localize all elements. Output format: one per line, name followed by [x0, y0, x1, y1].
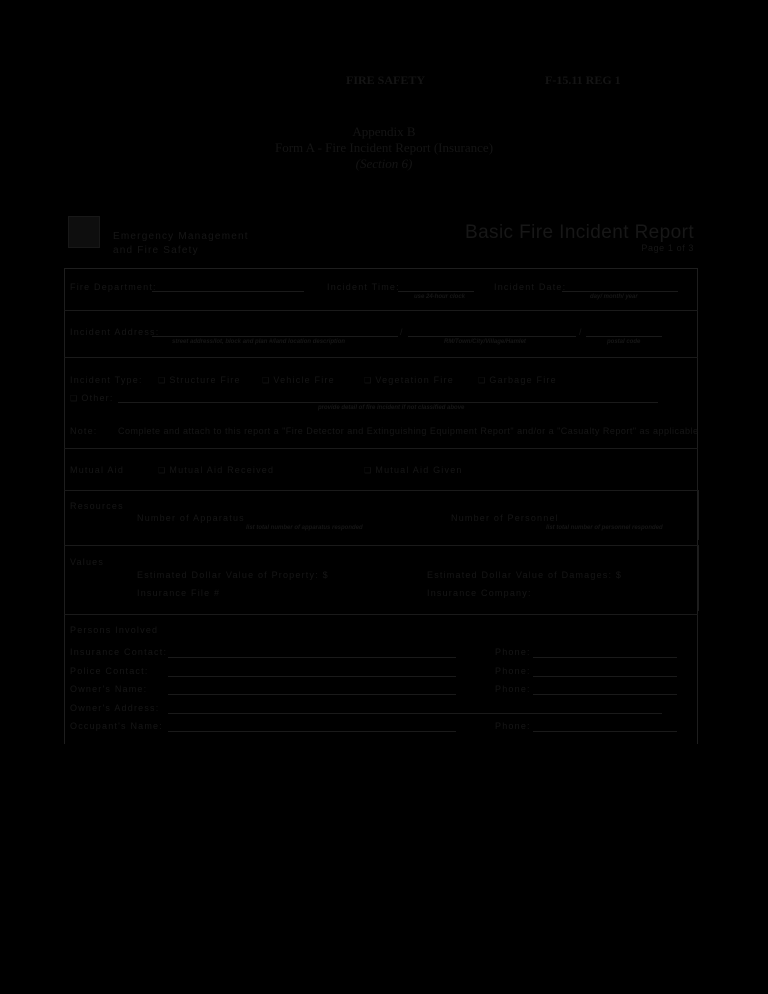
apparatus-label: Number of Apparatus — [137, 513, 245, 523]
incident-date-label: Incident Date: — [494, 282, 567, 292]
mutual-aid-label: Mutual Aid — [70, 465, 125, 475]
town-hint: RM/Town/City/Village/Hamlet — [444, 339, 526, 345]
address-separator: / — [400, 327, 404, 337]
section-title: FIRE SAFETY — [346, 73, 426, 87]
section-divider — [64, 357, 698, 358]
police-phone-field[interactable] — [533, 676, 677, 677]
police-contact-label: Police Contact: — [70, 666, 149, 676]
mutual-aid-received-checkbox[interactable]: ❑ Mutual Aid Received — [158, 465, 274, 475]
report-frame — [64, 268, 698, 744]
street-address-field[interactable] — [152, 336, 398, 337]
section-reference: (Section 6) — [355, 156, 413, 171]
property-value-label: Estimated Dollar Value of Property: $ — [137, 570, 329, 580]
incident-date-field[interactable] — [562, 291, 678, 292]
insurance-company-label: Insurance Company: — [427, 588, 532, 598]
resources-label: Resources — [70, 501, 124, 511]
fire-department-field[interactable] — [152, 291, 304, 292]
vehicle-fire-checkbox[interactable]: ❑ Vehicle Fire — [262, 375, 335, 385]
section-divider — [64, 614, 698, 615]
other-detail-field[interactable] — [118, 402, 658, 403]
owners-address-field[interactable] — [168, 713, 662, 714]
apparatus-hint: list total number of apparatus responded — [246, 525, 363, 531]
organization-logo — [68, 216, 100, 248]
occupant-phone-label: Phone: — [495, 721, 531, 731]
occupants-name-label: Occupant's Name: — [70, 721, 163, 731]
other-checkbox[interactable]: ❑ Other: — [70, 393, 114, 403]
other-detail-hint: provide detail of fire incident if not classified above — [318, 405, 465, 411]
insurance-phone-label: Phone: — [495, 647, 531, 657]
incident-address-label: Incident Address: — [70, 327, 160, 337]
postal-code-hint: postal code — [607, 339, 641, 345]
mutual-aid-given-checkbox[interactable]: ❑ Mutual Aid Given — [364, 465, 463, 475]
structure-fire-checkbox[interactable]: ❑ Structure Fire — [158, 375, 241, 385]
section-divider — [64, 448, 698, 449]
street-address-hint: street address/lot, block and plan #/land location description — [172, 339, 346, 345]
section-divider — [64, 545, 698, 546]
insurance-phone-field[interactable] — [533, 657, 677, 658]
persons-involved-label: Persons Involved — [70, 625, 159, 635]
section-divider — [64, 310, 698, 311]
garbage-fire-checkbox[interactable]: ❑ Garbage Fire — [478, 375, 557, 385]
police-phone-label: Phone: — [495, 666, 531, 676]
incident-time-field[interactable] — [398, 291, 474, 292]
org-name-line2: and Fire Safety — [113, 245, 199, 256]
note-label: Note: — [70, 426, 98, 436]
box-edge — [698, 545, 699, 611]
police-contact-field[interactable] — [168, 676, 456, 677]
incident-type-label: Incident Type: — [70, 375, 143, 385]
owners-name-label: Owner's Name: — [70, 684, 148, 694]
personnel-label: Number of Personnel — [451, 513, 559, 523]
appendix-title: Appendix B — [352, 124, 416, 139]
page-number: Page 1 of 3 — [641, 243, 694, 253]
note-text: Complete and attach to this report a "Fire Detector and Extinguishing Equipment Report" and/or a "Casualty Report" as applicable — [118, 426, 699, 436]
insurance-contact-label: Insurance Contact: — [70, 647, 168, 657]
values-label: Values — [70, 557, 105, 567]
personnel-hint: list total number of personnel responded — [546, 525, 663, 531]
regulation-code: F-15.11 REG 1 — [545, 73, 621, 87]
owners-address-label: Owner's Address: — [70, 703, 160, 713]
vegetation-fire-checkbox[interactable]: ❑ Vegetation Fire — [364, 375, 454, 385]
box-edge — [698, 490, 699, 540]
form-title: Form A - Fire Incident Report (Insurance) — [274, 140, 494, 155]
damages-value-label: Estimated Dollar Value of Damages: $ — [427, 570, 623, 580]
owner-phone-label: Phone: — [495, 684, 531, 694]
postal-code-field[interactable] — [586, 336, 662, 337]
owner-phone-field[interactable] — [533, 694, 677, 695]
owners-name-field[interactable] — [168, 694, 456, 695]
org-name-line1: Emergency Management — [113, 231, 249, 242]
occupant-phone-field[interactable] — [533, 731, 677, 732]
report-title: Basic Fire Incident Report — [465, 222, 694, 243]
insurance-contact-field[interactable] — [168, 657, 456, 658]
insurance-file-label: Insurance File # — [137, 588, 221, 598]
town-field[interactable] — [408, 336, 576, 337]
section-divider — [64, 490, 698, 491]
occupants-name-field[interactable] — [168, 731, 456, 732]
incident-time-hint: use 24-hour clock — [414, 294, 466, 300]
fire-department-label: Fire Department: — [70, 282, 157, 292]
incident-time-label: Incident Time: — [327, 282, 400, 292]
incident-date-hint: day/ month/ year — [590, 294, 638, 300]
address-separator: / — [579, 327, 583, 337]
